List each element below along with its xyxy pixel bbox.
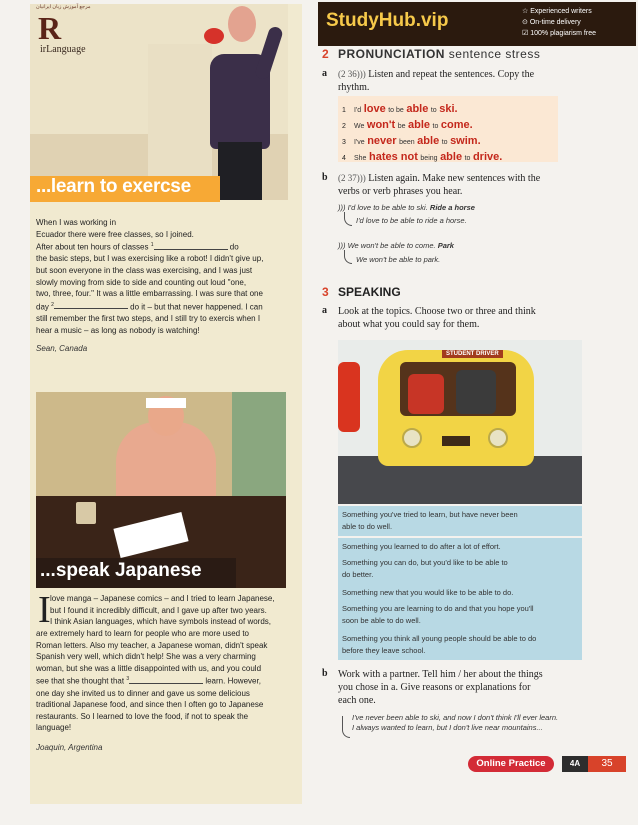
story1-line: slowly moving from side to side and counting out loud "one, — [36, 277, 247, 287]
instruction-a: (2 36))) Listen and repeat the sentences. Copy the rhythm. — [338, 69, 535, 93]
story2-line: traditional Japanese food, and since then I often go to Japanese — [36, 700, 264, 710]
gap-3 — [129, 676, 203, 684]
story1-signature: Sean, Canada — [36, 344, 88, 353]
story1-line: Ecuador there were free classes, so I joined. — [36, 229, 194, 239]
unit-label: 4A — [562, 756, 588, 772]
story2-line: I think Asian languages, which have symbols instead of words, — [50, 617, 272, 627]
headband — [146, 398, 186, 408]
gap-2 — [54, 301, 128, 309]
story1-line: but soon everyone in the class was exercising, and I was just — [36, 266, 253, 276]
instruction-speaking-a: Look at the topics. Choose two or three and think about what you could say for them. — [338, 306, 536, 330]
response-curve — [344, 212, 352, 226]
topic-item[interactable]: Something you think all young people should be able to do before they leave school. — [338, 630, 582, 660]
logo-name: irLanguage — [40, 44, 86, 55]
section-number: 2 — [322, 47, 329, 61]
example-1-prompt: ))) I'd love to be able to ski. Ride a horse — [338, 203, 475, 212]
student-driver — [456, 370, 496, 414]
story1-line: day $^2$ do it – but that never happened. I can — [36, 301, 263, 312]
sentence-1: 1 I'd love to be able to ski. — [342, 103, 458, 115]
cup — [76, 502, 96, 524]
rose-icon — [204, 28, 224, 44]
story2-text — [36, 628, 298, 734]
topic-item[interactable]: Something you've tried to learn, but have never been able to do well. — [338, 506, 582, 536]
instruction-speaking-b: Work with a partner. Tell him / her about the things you chose in a. Give reasons or explanations for each one. — [338, 669, 543, 706]
brand-logo[interactable]: StudyHub.vip — [326, 10, 449, 31]
brand-features — [522, 6, 596, 39]
feature-item: ☆ Experienced writers — [522, 8, 592, 15]
page-number: 35 — [588, 756, 626, 772]
section-number: 3 — [322, 285, 329, 299]
section-title: SPEAKING — [338, 285, 401, 299]
sentence-2: 2 We won't be able to come. — [342, 119, 473, 131]
story1-line: the basic steps, but I was exercising like a robot! I didn't give up, — [36, 254, 264, 264]
story2-line: restaurants. So I learned to love the food, if not to speak the — [36, 711, 249, 721]
topic-item[interactable]: Something you learned to do after a lot of effort. — [338, 538, 582, 556]
response-curve — [344, 250, 352, 264]
example-2-prompt: ))) We won't be able to come. Park — [338, 241, 454, 250]
dancer-legs — [218, 142, 262, 200]
instruction-b: (2 37))) Listen again. Make new sentences with the verbs or verb phrases you hear. — [338, 173, 541, 197]
logo-tagline: مرجع آموزش زبان ایرانیان — [36, 4, 91, 10]
feature-item: ☑ 100% plagiarism free — [522, 30, 596, 37]
story1-line: hear a music – as long as nobody is watching! — [36, 325, 200, 335]
audio-icon[interactable]: (2 37))) — [338, 173, 366, 183]
story1-line: When I was working in — [36, 218, 117, 227]
topic-item[interactable]: Something you can do, but you'd like to be able to do better. — [338, 554, 582, 584]
letter-b: b — [322, 172, 328, 183]
story2-line: one day she invited us to dinner and gave us some delicious — [36, 688, 250, 698]
sentence-4: 4 She hates not being able to drive. — [342, 151, 503, 163]
online-practice-button[interactable]: Online Practice — [468, 756, 554, 772]
story2-signature: Joaquin, Argentina — [36, 743, 103, 752]
exercise-illustration — [30, 4, 288, 200]
story1-text — [36, 217, 298, 336]
story1-banner: ...learn to exercse — [36, 176, 191, 197]
story2-line: language! — [36, 723, 72, 733]
story1-line: two, three, four." It was a little embarrassing. I was sure that one — [36, 289, 263, 299]
gap-1 — [154, 242, 228, 250]
red-car — [338, 362, 360, 432]
story2-line: Spanish very well, which didn't help! She was a very charming — [36, 652, 256, 662]
story2-text-top — [50, 593, 298, 628]
logo-letter: R — [38, 10, 62, 46]
story1-line: After about ten hours of classes $^1$ do — [36, 242, 239, 252]
license-plate — [442, 436, 470, 446]
example-1-answer: I'd love to be able to ride a horse. — [356, 216, 467, 225]
story1-line: still remember the first two steps, and I still try to exercis when I — [36, 314, 261, 324]
sentence-list — [342, 102, 502, 166]
response-curve — [342, 716, 350, 738]
story2-line: see that she thought that $^3$ learn. However, — [36, 676, 261, 687]
student-driver-sign: STUDENT DRIVER — [442, 350, 503, 358]
dancer-arm — [254, 25, 284, 81]
audio-icon[interactable]: (2 36))) — [338, 69, 366, 79]
dancer-head — [228, 6, 256, 42]
student-driver-illustration — [338, 340, 582, 504]
example-2-answer: We won't be able to park. — [356, 255, 441, 264]
letter-a: a — [322, 305, 327, 316]
drop-cap: I — [38, 589, 51, 631]
letter-a: a — [322, 68, 327, 79]
topic-item[interactable]: Something you are learning to do and that you hope you'll soon be able to do well. — [338, 600, 582, 630]
story2-line: are extremely hard to learn for people who are more used to — [36, 629, 250, 638]
story2-line: woman, but she was a little disappointed with us, and you could — [36, 663, 262, 673]
story2-line: Roman letters. Also my teacher, a Japanese woman, didn't speak — [36, 640, 268, 650]
sentence-3: 3 I've never been able to swim. — [342, 135, 481, 147]
green-panel — [232, 392, 286, 512]
headlight — [402, 428, 422, 448]
instructor — [408, 374, 444, 414]
headlight — [488, 428, 508, 448]
wall-panel — [148, 44, 212, 194]
letter-b: b — [322, 668, 328, 679]
story2-banner: ...speak Japanese — [40, 560, 202, 581]
story2-line: but I found it incredibly difficult, and I gave up after two years. — [50, 605, 267, 615]
speaking-example: I've never been able to ski, and now I don't think I'll ever learn. I always wanted to learn, but I don't live near mountains... — [352, 713, 559, 732]
topic-item[interactable]: Something new that you would like to be able to do. — [338, 584, 582, 602]
story2-line: love manga – Japanese comics – and I tried to learn Japanese, — [50, 594, 275, 603]
section-title: PRONUNCIATION sentence stress — [338, 47, 541, 61]
feature-item: ⊙ On-time delivery — [522, 19, 581, 26]
